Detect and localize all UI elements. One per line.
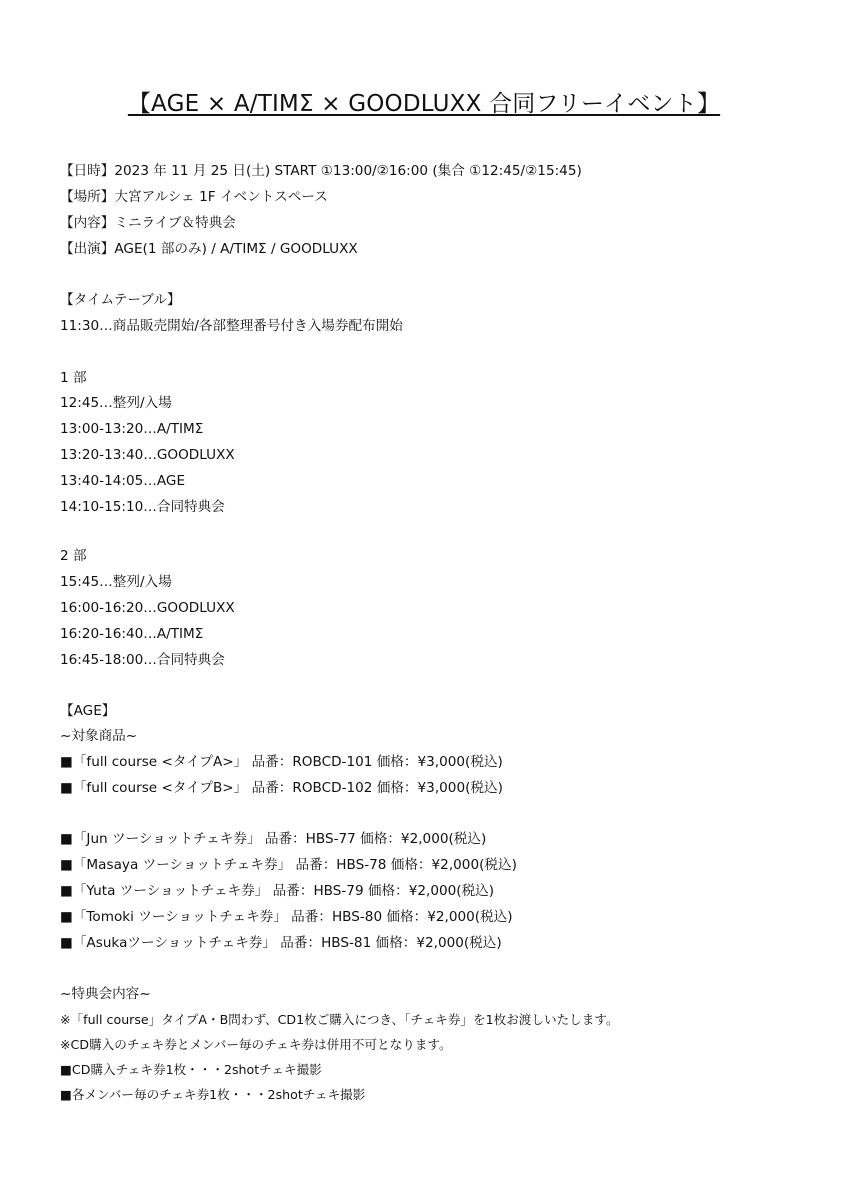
part2-label: 2 部	[60, 548, 87, 564]
benefit-note: ■CD購入チェキ券1枚・・・2shotチェキ撮影	[60, 1062, 322, 1077]
benefit-note: ■各メンバー毎のチェキ券1枚・・・2shotチェキ撮影	[60, 1087, 366, 1102]
info-content: 【内容】ミニライブ＆特典会	[60, 215, 236, 231]
cheki-ticket-product: ■「Masaya ツーショットチェキ券」 品番：HBS-78 価格：¥2,000(税込)	[60, 857, 517, 873]
benefit-note: ※CD購入のチェキ券とメンバー毎のチェキ券は併用不可となります。	[60, 1037, 452, 1052]
part1-item: 13:20-13:40…GOODLUXX	[60, 447, 235, 463]
cd-product: ■「full course <タイプA>」 品番：ROBCD-101 価格：¥3,000(税込)	[60, 754, 503, 770]
part2-item: 16:20-16:40…A/TIMΣ	[60, 626, 204, 642]
part2-item: 16:00-16:20…GOODLUXX	[60, 600, 235, 616]
info-place: 【場所】大宮アルシェ 1F イベントスペース	[60, 189, 328, 205]
cheki-ticket-product: ■「Yuta ツーショットチェキ券」 品番：HBS-79 価格：¥2,000(税込)	[60, 883, 495, 899]
cheki-ticket-product: ■「Asukaツーショットチェキ券」 品番：HBS-81 価格：¥2,000(税込)	[60, 935, 502, 951]
cheki-ticket-product: ■「Tomoki ツーショットチェキ券」 品番：HBS-80 価格：¥2,000(税込)	[60, 909, 513, 925]
cheki-ticket-product: ■「Jun ツーショットチェキ券」 品番：HBS-77 価格：¥2,000(税込)	[60, 831, 487, 847]
part1-label: 1 部	[60, 370, 87, 386]
part1-item: 12:45…整列/入場	[60, 395, 172, 411]
benefits-label: ~特典会内容~	[60, 986, 151, 1002]
timetable-opening: 11:30…商品販売開始/各部整理番号付き入場券配布開始	[60, 318, 403, 334]
document-title: 【AGE × A/TIMΣ × GOODLUXX 合同フリーイベント】	[127, 91, 721, 117]
benefit-note: ※「full course」タイプA・B問わず、CD1枚ご購入につき、「チェキ券」を1枚お渡しいたします。	[60, 1012, 619, 1027]
part2-item: 16:45-18:00…合同特典会	[60, 652, 225, 668]
products-label: ~対象商品~	[60, 728, 138, 744]
part1-item: 14:10-15:10…合同特典会	[60, 499, 225, 515]
age-header: 【AGE】	[60, 703, 116, 719]
part1-item: 13:40-14:05…AGE	[60, 473, 186, 489]
timetable-header: 【タイムテーブル】	[60, 292, 181, 308]
info-datetime: 【日時】2023 年 11 月 25 日(土) START ①13:00/②16:00 (集合 ①12:45/②15:45)	[60, 163, 582, 179]
info-performers: 【出演】AGE(1 部のみ) / A/TIMΣ / GOODLUXX	[60, 241, 358, 257]
cd-product: ■「full course <タイプB>」 品番：ROBCD-102 価格：¥3,000(税込)	[60, 780, 503, 796]
part2-item: 15:45…整列/入場	[60, 574, 172, 590]
part1-item: 13:00-13:20…A/TIMΣ	[60, 421, 204, 437]
